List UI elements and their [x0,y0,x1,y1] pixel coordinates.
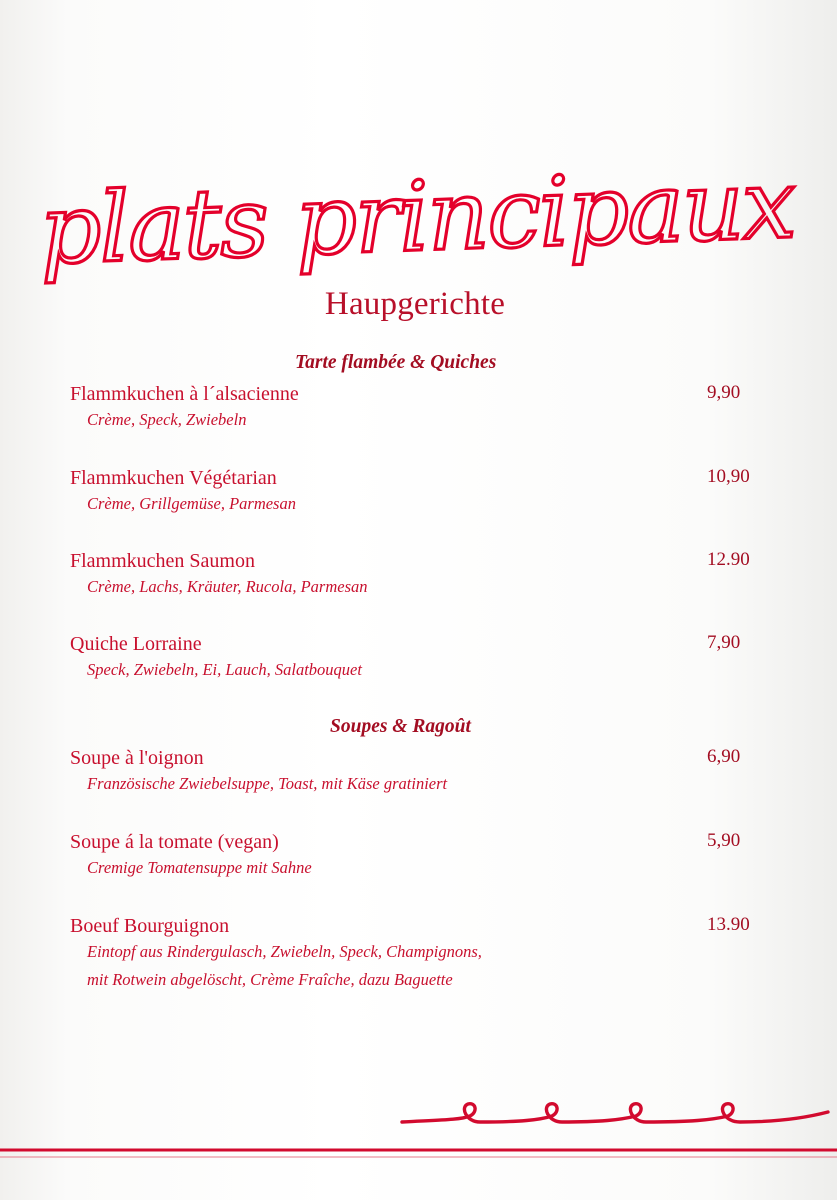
item-price: 5,90 [707,830,741,851]
item-name: Soupe à l'oignon [70,747,204,769]
section-heading-tarte: Tarte flambée & Quiches [295,352,497,373]
item-price: 6,90 [707,746,741,767]
menu-item [70,632,770,684]
item-name: Flammkuchen Végétarian [70,467,277,489]
menu-item [70,746,770,798]
menu-item [70,382,770,434]
item-price: 13.90 [707,914,750,935]
item-description: Cremige Tomatensuppe mit Sahne [87,858,312,877]
item-price: 12.90 [707,549,750,570]
item-description: Eintopf aus Rindergulasch, Zwiebeln, Speck, Champignons, [87,942,482,961]
item-name: Quiche Lorraine [70,633,202,655]
item-description-line-2: mit Rotwein abgelöscht, Crème Fraîche, dazu Baguette [87,970,453,989]
item-description: Crème, Grillgemüse, Parmesan [87,494,296,513]
subtitle: Haupgerichte [324,286,506,322]
menu-item [70,914,770,994]
footer-decoration [0,1080,837,1170]
item-price: 9,90 [707,382,741,403]
swirl-line [402,1104,828,1122]
item-name: Boeuf Bourguignon [70,915,230,937]
section-heading-soupes: Soupes & Ragoût [330,716,471,737]
script-title-text: plats principaux [37,150,796,287]
item-price: 7,90 [707,632,741,653]
item-description: Französische Zwiebelsuppe, Toast, mit Käse gratiniert [87,774,448,793]
item-name: Soupe á la tomate (vegan) [70,831,279,853]
item-description: Crème, Lachs, Kräuter, Rucola, Parmesan [87,577,368,596]
item-description: Crème, Speck, Zwiebeln [87,410,247,429]
menu-item [70,830,770,882]
menu-item [70,549,770,601]
item-price: 10,90 [707,466,750,487]
item-name: Flammkuchen Saumon [70,550,255,572]
item-description: Speck, Zwiebeln, Ei, Lauch, Salatbouquet [87,660,362,679]
menu-item [70,466,770,518]
item-name: Flammkuchen à l´alsacienne [70,383,299,405]
